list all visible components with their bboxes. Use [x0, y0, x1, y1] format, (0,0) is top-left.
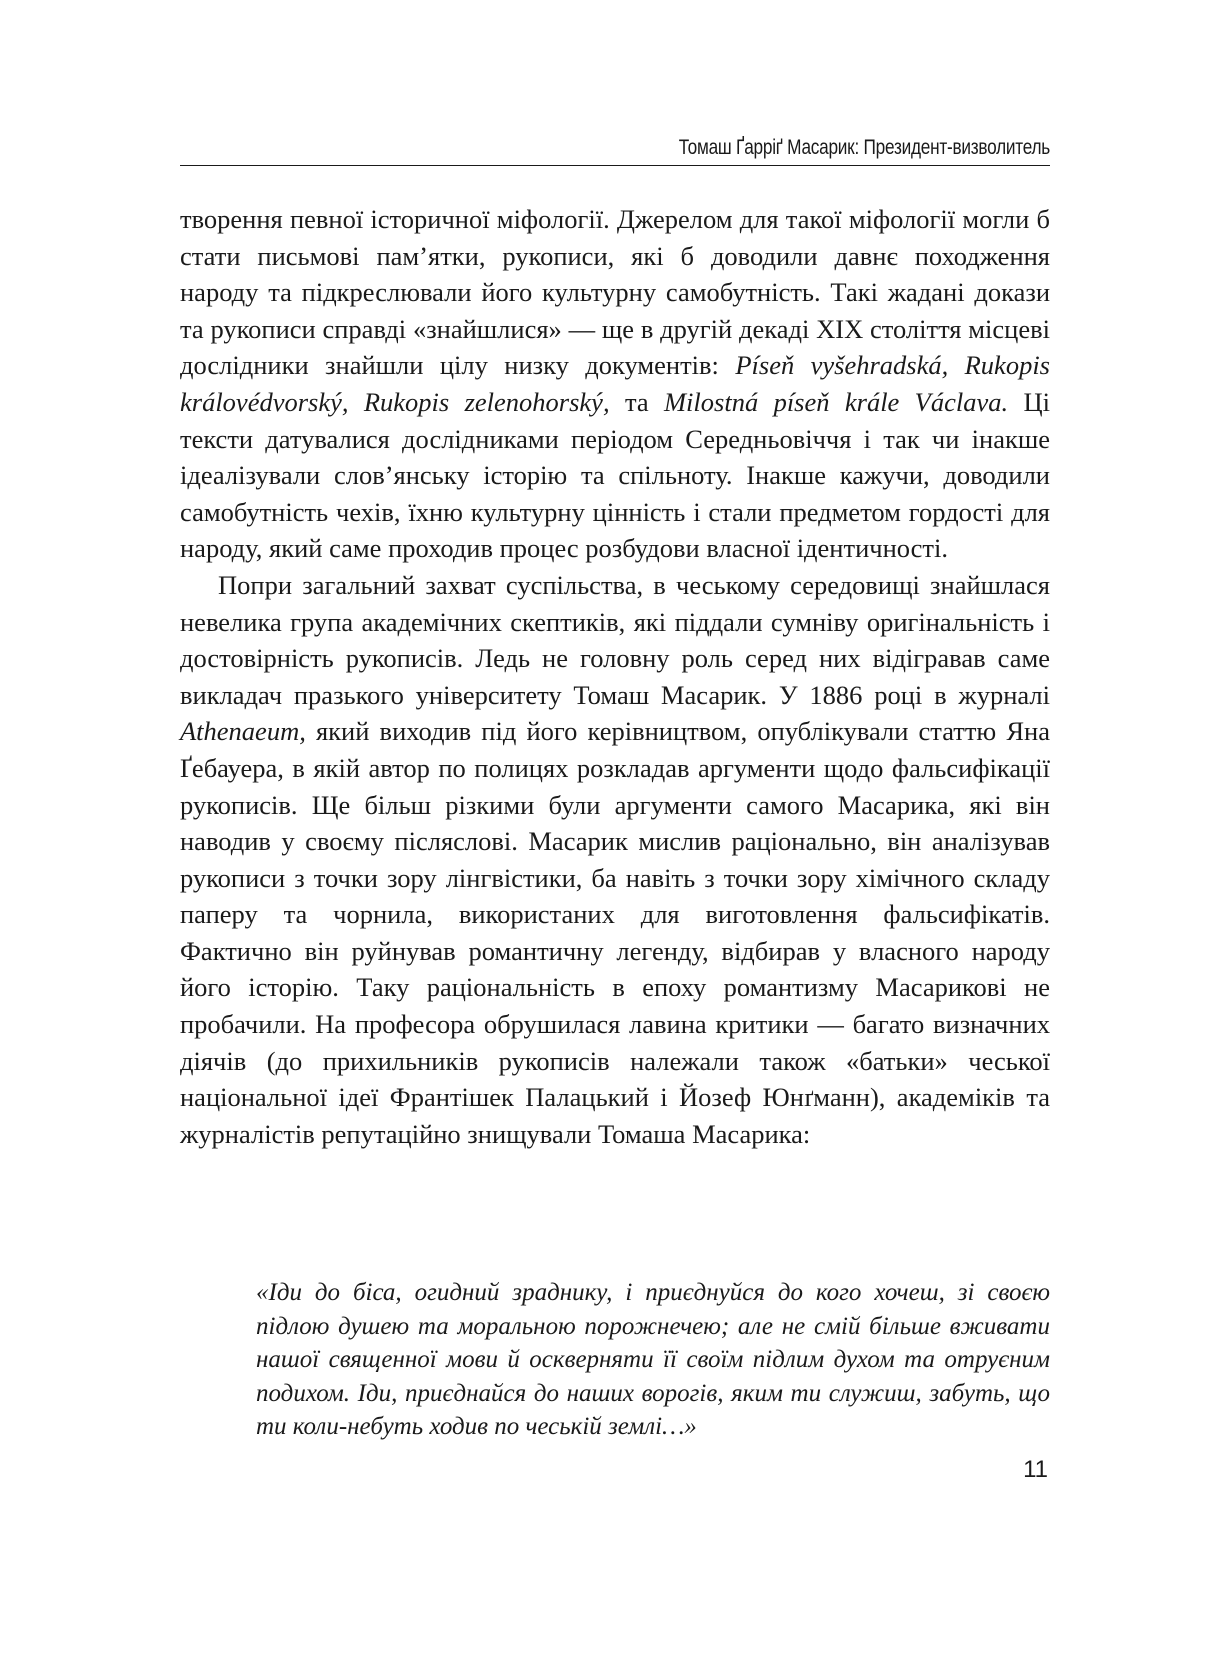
page-number: 11 [1023, 1456, 1048, 1483]
running-head: Томаш Ґарріґ Масарик: Президент-визволитель [678, 136, 1050, 159]
journal-title: Athenaeum, [180, 716, 306, 747]
paragraph-1-text-c: Ці тексти датувалися дослідниками періодом Середньовіччя і так чи інакше ідеалізували слов’янську історію та спільноту. Інакше кажучи, доводили самобутність чехів, їхню культурну цінність і стали предметом гордості для народу, який саме проходив процес розбудови власної ідентичності. [180, 386, 1051, 564]
body-text [180, 201, 1050, 1152]
block-quote: «Іди до біса, огидний зраднику, і приєднуйся до кого хочеш, зі своєю підлою душею та моральною порожнечею; але не смій більше вживати нашої священної мови й оскверняти її своїм підлим духом та отруєним подихом. Іди, приєднайся до наших ворогів, яким ти служиш, забуть, що ти коли-небуть ходив по чеській землі…» [256, 1279, 1050, 1440]
manuscript-title-milostna: Milostná píseň krále Václava. [663, 386, 1009, 417]
manuscript-titles: Píseň vyšehradská, Rukopis královédvorský, Rukopis zelenohorský, [180, 350, 1050, 417]
paragraph-1 [180, 201, 1050, 567]
paragraph-1-text-a: творення певної історичної міфології. Джерелом для такої міфології могли б стати письмові пам’ятки, рукописи, які б доводили давнє походження народу та підкреслювали його культурну самобутність. Такі жадані докази та рукописи справді «знайшлися» — ще в другій декаді XIX століття місцеві дослідники знайшли цілу низку документів: [180, 204, 1050, 381]
paragraph-2-text-a: Попри загальний захват суспільства, в чеському середовищі знайшлася невелика група академічних скептиків, які піддали сумніву оригінальність і достовірність рукописів. Ледь не головну роль серед них відігравав саме викладач празького університету Томаш Масарик. У 1886 році в журналі [180, 569, 1050, 710]
paragraph-1-text-b: та [609, 386, 664, 417]
header-rule [180, 165, 1050, 166]
paragraph-2 [180, 567, 1050, 1153]
paragraph-2-text-b: який виходив під його керівництвом, опублікували статтю Яна Ґебауера, в якій автор по полицях розкладав аргументи щодо фальсифікації рукописів. Ще більш різкими були аргументи самого Масарика, які він наводив у своєму післяслові. Масарик мислив раціонально, він аналізував рукописи з точки зору лінгвістики, ба навіть з точки зору хімічного складу паперу та чорнила, використаних для виготовлення фальсифікатів. Фактично він руйнував романтичну легенду, відбирав у власного народу його історію. Таку раціональність в епоху романтизму Масарикові не пробачили. На професора обрушилася лавина критики — багато визначних діячів (до прихильників рукописів належали також «батьки» чеської національної ідеї Франтішек Палацький і Йозеф Юнґманн), академіків та журналістів репутаційно знищували Томаша Масарика: [180, 716, 1050, 1149]
